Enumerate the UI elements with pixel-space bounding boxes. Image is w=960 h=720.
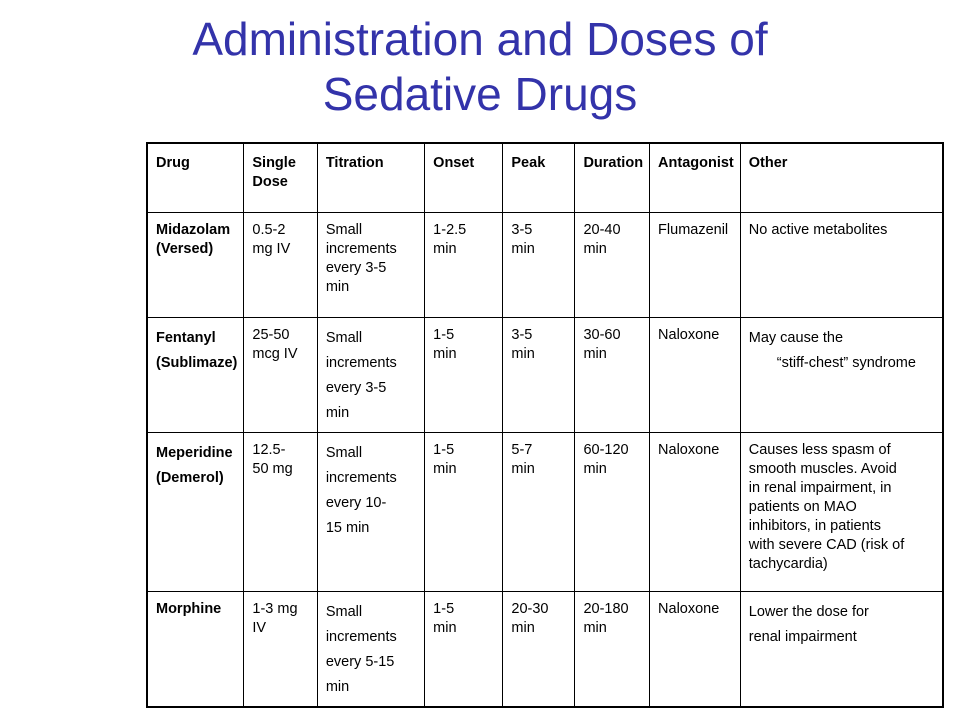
cell-line: every 10- bbox=[325, 495, 387, 511]
cell-line: min bbox=[433, 241, 457, 257]
cell-onset bbox=[425, 213, 503, 318]
cell-line: Midazolam bbox=[156, 222, 231, 238]
cell-line: May cause the bbox=[748, 330, 844, 346]
cell-line: with severe CAD (risk of bbox=[748, 537, 905, 553]
cell-line: Small bbox=[325, 330, 363, 346]
cell-line: increments bbox=[325, 355, 397, 371]
cell-line: every 3-5 bbox=[325, 260, 387, 276]
cell-line: 15 min bbox=[325, 520, 370, 536]
cell-peak bbox=[503, 213, 575, 318]
cell-line: 3-5 bbox=[511, 222, 533, 238]
cell-line: 12.5- bbox=[252, 442, 286, 458]
cell-line: increments bbox=[325, 241, 397, 257]
cell-peak bbox=[503, 318, 575, 433]
cell-line: Small bbox=[325, 445, 363, 461]
cell-line: min bbox=[325, 679, 350, 695]
header-other: Other bbox=[740, 143, 943, 213]
header-single-dose-line: Single bbox=[252, 155, 296, 171]
cell-line: min bbox=[511, 461, 535, 477]
cell-line: tachycardia) bbox=[748, 556, 828, 572]
cell-line: 5-7 bbox=[511, 442, 533, 458]
cell-onset bbox=[425, 592, 503, 708]
cell-titration bbox=[317, 318, 424, 433]
cell-line: Morphine bbox=[156, 601, 222, 617]
cell-single-dose bbox=[244, 592, 317, 708]
cell-titration bbox=[317, 592, 424, 708]
cell-peak bbox=[503, 433, 575, 592]
cell-line: “stiff-chest” syndrome bbox=[776, 355, 916, 371]
table-row bbox=[147, 433, 943, 592]
cell-line: patients on MAO bbox=[748, 499, 857, 515]
cell-antagonist: Naloxone bbox=[650, 433, 741, 592]
cell-line: 20-30 bbox=[511, 601, 549, 617]
cell-line: min bbox=[511, 241, 535, 257]
cell-line: 1-5 bbox=[433, 327, 455, 343]
cell-line: min bbox=[583, 461, 607, 477]
cell-line: min bbox=[583, 620, 607, 636]
cell-onset bbox=[425, 318, 503, 433]
cell-line: 1-5 bbox=[433, 442, 455, 458]
cell-line: mcg IV bbox=[252, 346, 298, 362]
header-antagonist: Antagonist bbox=[650, 143, 741, 213]
cell-line: smooth muscles. Avoid bbox=[748, 461, 897, 477]
cell-line: min bbox=[433, 461, 457, 477]
cell-other bbox=[740, 213, 943, 318]
cell-other bbox=[740, 433, 943, 592]
cell-line: min bbox=[325, 405, 350, 421]
cell-line: mg IV bbox=[252, 241, 291, 257]
cell-line: increments bbox=[325, 629, 397, 645]
cell-line: Small bbox=[325, 604, 363, 620]
cell-line: (Sublimaze) bbox=[156, 355, 238, 371]
cell-line: 20-40 min bbox=[583, 222, 621, 257]
cell-duration bbox=[575, 318, 650, 433]
sedative-drugs-table bbox=[146, 142, 944, 708]
cell-line: Causes less spasm of bbox=[748, 442, 891, 458]
cell-line: inhibitors, in patients bbox=[748, 518, 881, 534]
cell-other bbox=[740, 318, 943, 433]
table-header-row bbox=[147, 143, 943, 213]
cell-other bbox=[740, 592, 943, 708]
table-row bbox=[147, 592, 943, 708]
slide-title bbox=[0, 12, 960, 122]
cell-single-dose bbox=[244, 318, 317, 433]
cell-antagonist: Naloxone bbox=[650, 592, 741, 708]
cell-duration bbox=[575, 213, 650, 318]
cell-line: min bbox=[511, 346, 535, 362]
cell-line: 1-5 bbox=[433, 601, 455, 617]
cell-onset bbox=[425, 433, 503, 592]
cell-antagonist: Flumazenil bbox=[650, 213, 741, 318]
table-row bbox=[147, 318, 943, 433]
cell-line: Meperidine bbox=[156, 445, 233, 461]
header-single-dose bbox=[244, 143, 317, 213]
cell-line: (Versed) bbox=[156, 241, 214, 257]
cell-line: min bbox=[325, 279, 350, 295]
cell-line: 50 mg bbox=[252, 461, 293, 477]
cell-single-dose bbox=[244, 433, 317, 592]
cell-duration bbox=[575, 592, 650, 708]
cell-drug bbox=[147, 318, 244, 433]
cell-line: increments bbox=[325, 470, 397, 486]
cell-line: 20-180 bbox=[583, 601, 629, 617]
cell-line: 60-120 bbox=[583, 442, 629, 458]
header-duration: Duration bbox=[575, 143, 650, 213]
cell-line: min bbox=[433, 346, 457, 362]
cell-drug bbox=[147, 213, 244, 318]
cell-line: Lower the dose for bbox=[748, 604, 869, 620]
cell-line: renal impairment bbox=[748, 629, 857, 645]
cell-line: every 3-5 bbox=[325, 380, 387, 396]
cell-duration bbox=[575, 433, 650, 592]
table-row bbox=[147, 213, 943, 318]
cell-line: 25-50 bbox=[252, 327, 290, 343]
header-single-dose-line: Dose bbox=[252, 174, 288, 190]
cell-line: 1-3 mg bbox=[252, 601, 298, 617]
cell-line: IV bbox=[252, 620, 267, 636]
cell-single-dose bbox=[244, 213, 317, 318]
cell-titration bbox=[317, 213, 424, 318]
header-peak: Peak bbox=[503, 143, 575, 213]
slide-title-line-1: Administration and Doses of bbox=[192, 13, 768, 65]
cell-line: No active metabolites bbox=[748, 222, 888, 238]
cell-line: Small bbox=[325, 222, 363, 238]
cell-drug bbox=[147, 433, 244, 592]
header-drug: Drug bbox=[147, 143, 244, 213]
cell-line: Fentanyl bbox=[156, 330, 216, 346]
cell-line: (Demerol) bbox=[156, 470, 224, 486]
cell-line: 1-2.5 bbox=[433, 222, 467, 238]
slide-title-line-2: Sedative Drugs bbox=[322, 68, 638, 120]
cell-line: min bbox=[511, 620, 535, 636]
cell-line: 0.5-2 bbox=[252, 222, 286, 238]
cell-line: every 5-15 bbox=[325, 654, 395, 670]
cell-antagonist: Naloxone bbox=[650, 318, 741, 433]
cell-titration bbox=[317, 433, 424, 592]
cell-line: 3-5 bbox=[511, 327, 533, 343]
cell-peak bbox=[503, 592, 575, 708]
cell-line: in renal impairment, in bbox=[748, 480, 892, 496]
cell-line: 30-60 min bbox=[583, 327, 621, 362]
cell-drug bbox=[147, 592, 244, 708]
cell-line: min bbox=[433, 620, 457, 636]
header-titration: Titration bbox=[317, 143, 424, 213]
header-onset: Onset bbox=[425, 143, 503, 213]
